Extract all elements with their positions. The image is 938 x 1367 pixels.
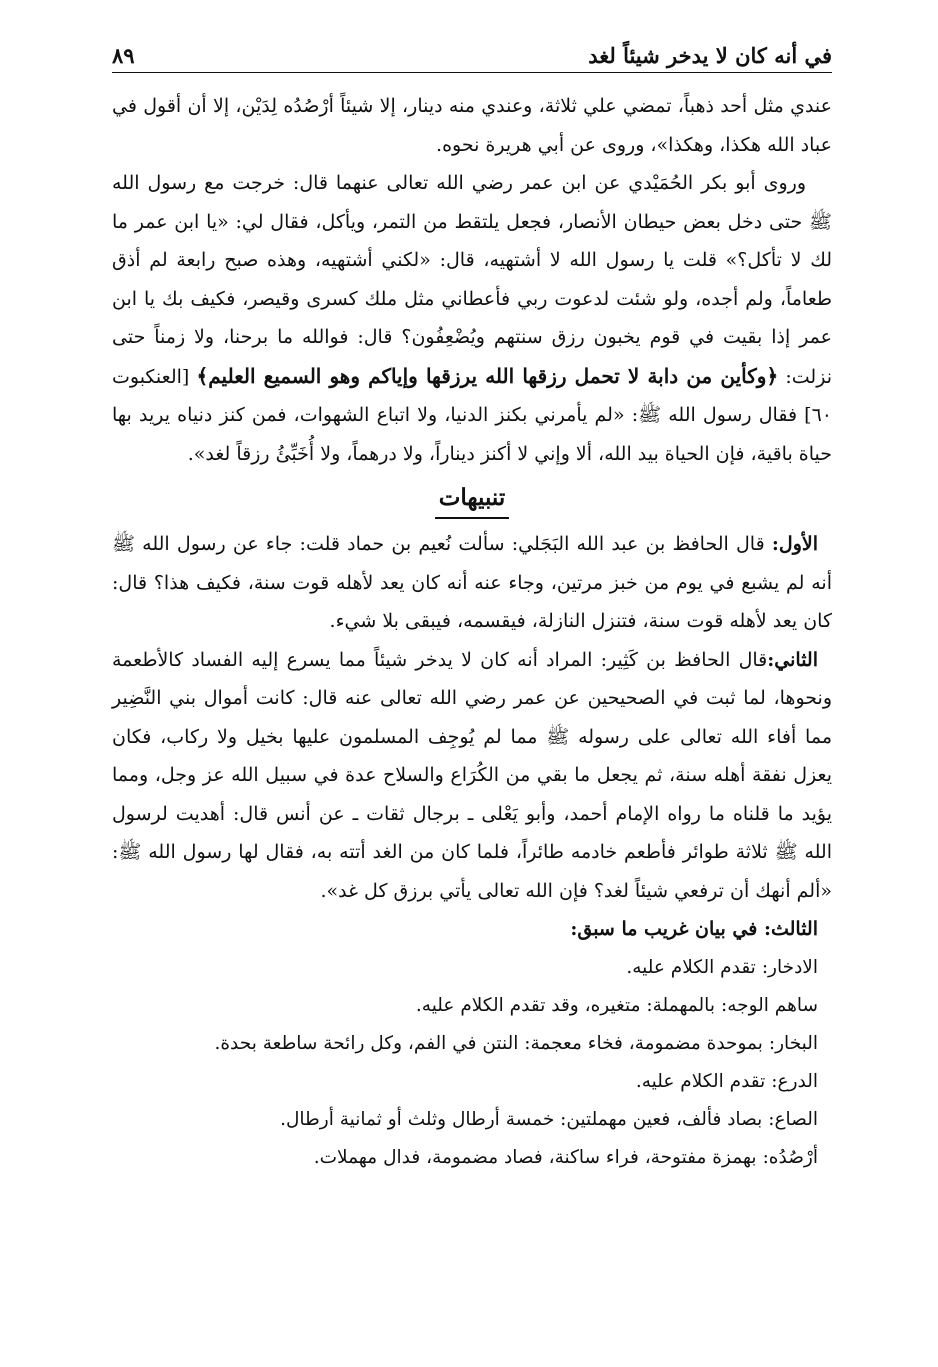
section-heading-text: تنبيهات [435,481,509,519]
glossary-definition: تقدم الكلام عليه. [635,1070,766,1092]
glossary-term: الدرع: [771,1070,818,1092]
glossary-term: الادخار: [761,956,818,978]
narration-text: وروى أبو بكر الحُمَيْدي عن ابن عمر رضي الله تعالى عنهما قال: خرجت مع رسول الله ﷺ حتى دخل بعض حيطان الأنصار، فجعل يلتقط من التمر، ويأكل، فقال لي: «يا ابن عمر ما لك لا تأكل؟» قلت يا رسول الله لا أشتهيه، قال: «لكني أشتهيه، وهذه صبح رابعة لم أذق طعاماً، ولم أجده، ولو شئت لدعوت ربي فأعطاني مثل ملك كسرى وقيصر، فكيف بك يا ابن عمر إذا بقيت في قوم يخبون رزق سنتهم ويُضْعِفُون؟ قال: فوالله ما برحنا، ولا زمناً حتى نزلت: [112,172,832,388]
glossary-item [112,949,832,987]
section-heading [112,481,832,519]
narration-ending: [العنكبوت ٦٠] فقال رسول الله ﷺ: «لم يأمرني بكنز الدنيا، ولا اتباع الشهوات، فمن كنز دنياه يريد بها حياة باقية، فإن الحياة بيد الله، ألا وإني لا أكنز ديناراً، ولا درهماً، ولا أُخَبِّئُ رزقاً لغد». [112,365,832,465]
paragraph-humaydi-narration [112,164,832,473]
glossary-item [112,1025,832,1063]
glossary-definition: بموحدة مضمومة، فخاء معجمة: النتن في الفم، وكل رائحة ساطعة بحدة. [214,1032,763,1054]
running-title: في أنه كان لا يدخر شيئاً لغد [588,43,832,68]
glossary-item [112,1101,832,1139]
glossary-term: أرْصُدُه: [762,1146,818,1168]
note-first-label: الأول: [771,533,818,555]
glossary-item [112,987,832,1025]
glossary-term: الصاع: [768,1108,818,1130]
note-third-label: الثالث: في بيان غريب ما سبق: [570,918,818,940]
note-second [112,641,832,911]
book-page [112,30,832,1177]
glossary-item [112,1139,832,1177]
page-header [112,30,832,68]
glossary-item [112,1063,832,1101]
quran-verse: ﴿وكأين من دابة لا تحمل رزقها الله يرزقها وإياكم وهو السميع العليم﴾ [196,363,779,388]
note-first [112,525,832,641]
paragraph-continuation: عندي مثل أحد ذهباً، تمضي علي ثلاثة، وعندي منه دينار، إلا شيئاً أرْصُدُه لِدَيْن، إلا أن أقول في عباد الله هكذا، وهكذا»، وروى عن أبي هريرة نحوه. [112,95,833,156]
glossary-definition: تقدم الكلام عليه. [626,956,756,978]
note-first-text: قال الحافظ بن عبد الله البَجَلي: سألت نُعيم بن حماد قلت: جاء عن رسول الله ﷺ أنه لم يشبع في يوم من خبز مرتين، وجاء عنه أنه كان يعد لأهله قوت سنة، فكيف هذا؟ قال: كان يعد لأهله قوت سنة، فتنزل النازلة، فيقسمه، فيبقى بلا شيء. [112,533,832,632]
glossary-definition: بالمهملة: متغيره، وقد تقدم الكلام عليه. [415,994,715,1016]
glossary-term: البخار: [768,1032,818,1054]
note-second-text: قال الحافظ بن كَثِير: المراد أنه كان لا يدخر شيئاً مما يسرع إليه الفساد كالأطعمة ونحوها، لما ثبت في الصحيحين عن عمر رضي الله تعالى عنه قال: كانت أموال بني النَّضِير مما أفاء الله تعالى على رسوله ﷺ مما لم يُوجِف المسلمون عليها بخيل ولا ركاب، فكان يعزل نفقة أهله سنة، ثم يجعل ما بقي من الكُرَاع والسلاح عدة في سبيل الله عز وجل، ومما يؤيد ما قلناه ما رواه الإمام أحمد، وأبو يَعْلى ـ برجال ثقات ـ عن أنس قال: أهديت لرسول الله ﷺ ثلاثة طوائر فأطعم خادمه طائراً، فلما كان من الغد أتته به، فقال لها رسول الله ﷺ: «ألم أنهك أن ترفعي شيئاً لغد؟ فإن الله تعالى يأتي برزق كل غد». [112,648,832,902]
glossary-definition: بصاد فألف، فعين مهملتين: خمسة أرطال وثلث أو ثمانية أرطال. [280,1108,763,1130]
note-second-label: الثاني: [767,648,818,671]
glossary-definition: بهمزة مفتوحة، فراء ساكنة، فصاد مضمومة، فدال مهملات. [313,1146,757,1168]
glossary-term: ساهم الوجه: [720,994,818,1016]
glossary-list [112,949,832,1177]
header-rule [112,72,832,73]
page-number: ٨٩ [112,43,135,68]
